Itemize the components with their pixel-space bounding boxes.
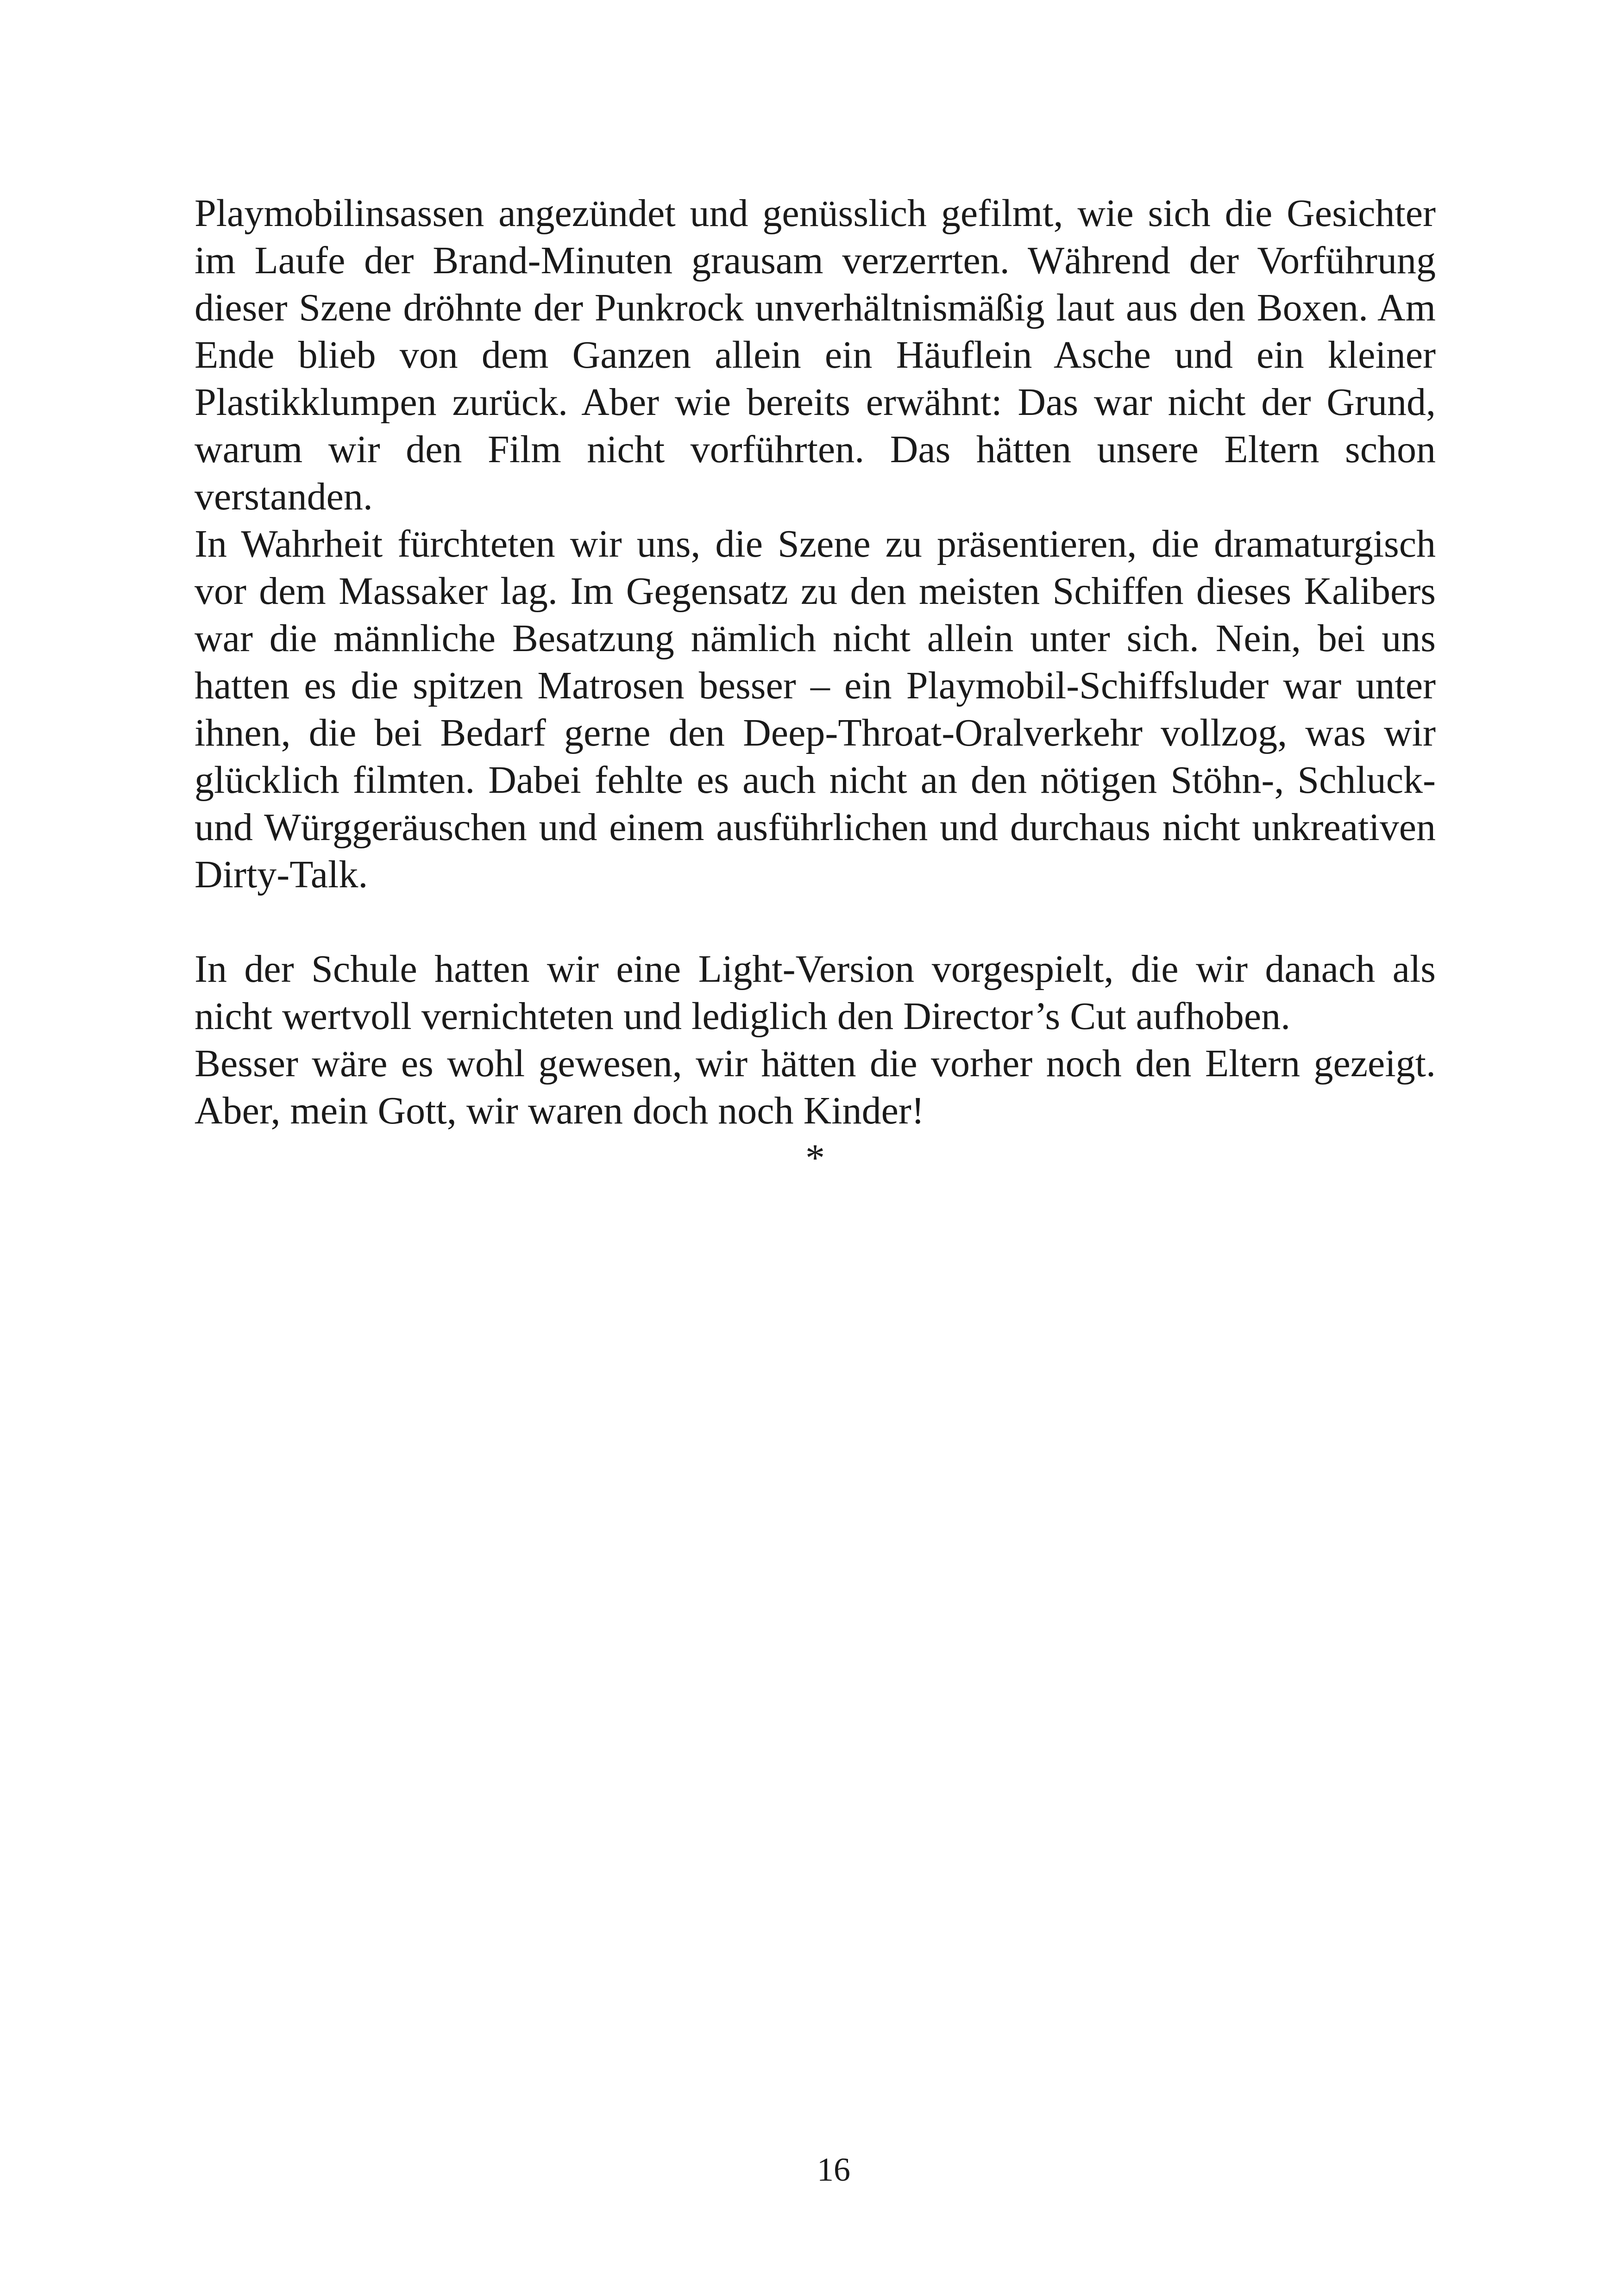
body-text xyxy=(195,190,1436,1182)
section-separator: * xyxy=(805,1136,825,1179)
paragraph-4: Besser wäre es wohl gewesen, wir hätten die vorher noch den Eltern gezeigt. Aber, mein Gott, wir waren doch noch Kinder! xyxy=(195,1042,1436,1132)
page-number: 16 xyxy=(817,2151,850,2188)
paragraph-2: In Wahrheit fürchteten wir uns, die Szene zu präsentieren, die dramaturgisch vor dem Massaker lag. Im Gegensatz zu den meisten Schiffen dieses Kalibers war die männliche Besatzung nämlich nicht allein unter sich. Nein, bei uns hatten es die spitzen Matrosen besser – ein Playmobil-Schiffsluder war unter ihnen, die bei Bedarf gerne den Deep-Throat-Oralverkehr vollzog, was wir glücklich filmten. Dabei fehlte es auch nicht an den nötigen Stöhn-, Schluck- und Würggeräuschen und einem ausführlichen und durchaus nicht unkreativen Dirty-Talk. xyxy=(195,522,1436,896)
paragraph-3: In der Schule hatten wir eine Light-Version vorgespielt, die wir danach als nicht wertvoll vernichteten und lediglich den Director’s Cut aufhoben. xyxy=(195,947,1436,1038)
paragraph-gap xyxy=(195,898,1436,946)
paragraph-1: Playmobilinsassen angezündet und genüsslich gefilmt, wie sich die Gesichter im Laufe der Brand-Minuten grausam verzerrten. Während der Vorführung dieser Szene dröhnte der Punkrock unverhältnismäßig laut aus den Boxen. Am Ende blieb von dem Ganzen allein ein Häuflein Asche und ein kleiner Plastikklumpen zurück. Aber wie bereits erwähnt: Das war nicht der Grund, warum wir den Film nicht vorführten. Das hätten unsere Eltern schon verstanden. xyxy=(195,192,1436,518)
